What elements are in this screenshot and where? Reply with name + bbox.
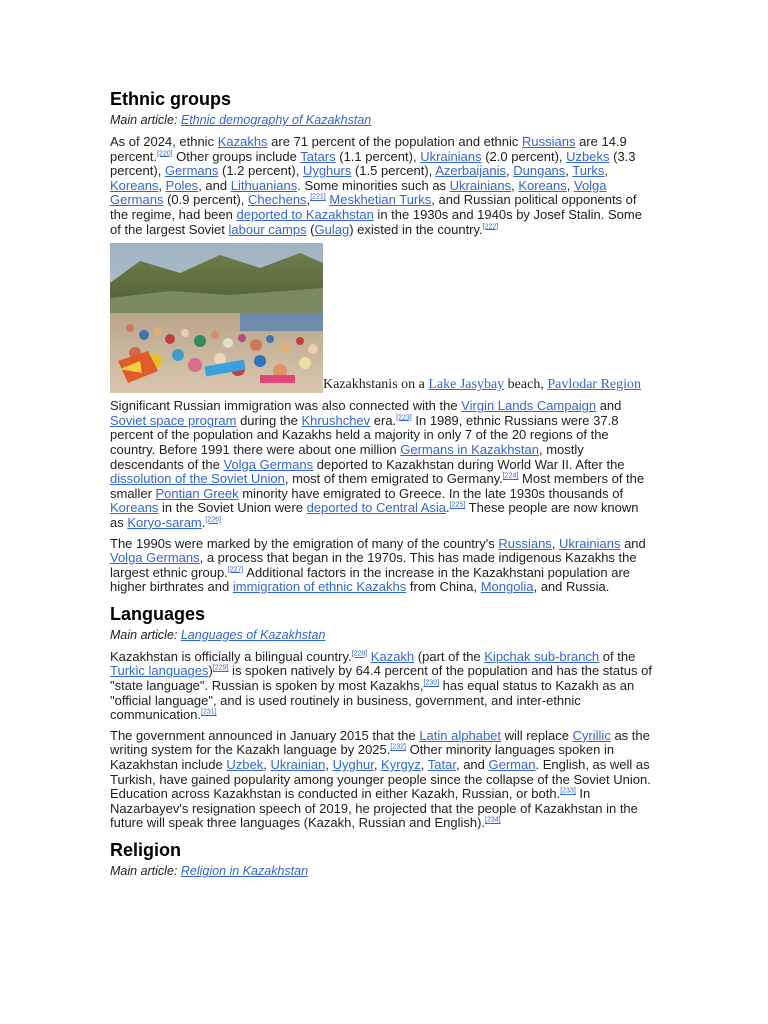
inline-link[interactable]: dissolution of the Soviet Union [110,471,285,487]
citation [423,680,439,687]
figure-beach [110,243,655,393]
inline-link[interactable]: labour camps [228,221,307,237]
text-run: , and [455,757,489,773]
text-run: will replace [501,727,573,743]
text-run: Kazakhstanis on a [323,377,429,393]
text-run: . [201,514,206,530]
inline-link[interactable]: Virgin Lands Campaign [461,398,597,414]
text-run: era. [370,412,397,428]
inline-link[interactable]: Germans in Kazakhstan [400,441,539,457]
citation-link[interactable]: [223] [396,414,412,422]
citation [213,665,229,672]
text-run: has equal status to Kazakh as an "official language", and is used routinely in business, government, and inter-ethnic communication. [110,678,635,723]
text-run: and [620,535,646,551]
text-run: (1.1 percent), [335,148,421,164]
citation-link[interactable]: [225] [449,501,466,509]
inline-link[interactable]: Lake Jasybay [428,377,505,393]
inline-link[interactable]: Ukrainians [559,535,621,551]
citation [503,473,519,480]
text-run: of the [599,648,636,664]
text-run: Other minority languages spoken in Kazakhstan include [110,742,615,773]
inline-link[interactable]: Kyrgyz [381,757,421,773]
text-run: is spoken natively by 64.4 percent of the population and has the status of "state language". Russian is spoken by most Kazakhs, [110,663,652,694]
text-run: , [506,163,514,179]
inline-link[interactable]: Mongolia [480,579,534,595]
text-run: , [566,177,574,193]
citation [310,194,326,201]
text-run: . English, as well as Turkish, have gained popularity among younger people since the collapse of the Soviet Union. Education across Kazakhstan is conducted in either Kazakh, Russian, or both. [110,757,651,802]
text-run: , [565,163,573,179]
text-run: minority have emigrated to Greece. In the late 1930s thousands of [238,485,624,501]
text-run: from China, [406,579,481,595]
paragraph-ethnic-1 [110,135,655,237]
citation-link[interactable]: [233] [560,787,576,795]
inline-link[interactable]: Cyrillic [572,727,611,743]
inline-link[interactable]: Kipchak sub-branch [484,648,600,664]
inline-link[interactable]: Koreans [518,177,567,193]
text-run: (1.2 percent), [218,163,303,179]
inline-link[interactable]: Ukrainians [420,148,482,164]
main-article-note-languages: Main article: Languages of Kazakhstan [110,627,326,642]
inline-link[interactable]: Latin alphabet [419,727,502,743]
text-run: ( [306,221,315,237]
citation [352,651,368,658]
citation [201,709,217,716]
citation [396,414,412,421]
text-run: . Some minorities such as [297,177,450,193]
text-run: , [511,177,519,193]
text-run: . [446,500,450,516]
inline-link[interactable]: Poles [165,177,199,193]
inline-link[interactable]: Turkic languages [110,663,209,679]
text-run: , and Russian political opponents of the regime, had been [110,192,637,222]
text-run: are 14.9 percent. [110,134,627,164]
citation [485,817,501,824]
inline-link[interactable]: Pontian Greek [155,485,239,501]
text-run: As of 2024, ethnic [110,134,218,149]
text-run: , mostly descendants of the [110,441,584,472]
text-run: , [306,192,311,208]
heading-languages: Languages [110,603,206,624]
inline-link[interactable]: Tatars [300,148,336,164]
beach-photo [110,243,323,393]
text-run: beach, [504,377,548,393]
paragraph-languages-2 [110,729,655,831]
inline-link[interactable]: Russians [498,535,552,551]
citation-link[interactable]: [229] [212,665,229,673]
text-run: The 1990s were marked by the emigration of many of the country's [110,535,499,551]
text-run: (1.5 percent), [351,163,436,179]
text-run: in the 1930s and 1940s by Josef Stalin. Some of the largest Soviet [110,206,642,237]
text-run: In Nazarbayev's resignation speech of 2019, he projected that the people of Kazakhstan in the future will speak three languages (Kazakh, Russian and English). [110,786,638,831]
text-run: , [325,757,333,773]
inline-link[interactable]: Kazakhs [217,134,268,149]
text-run: Significant Russian immigration was also connected with the [110,398,462,414]
citation [205,517,221,524]
text-run: , [263,757,271,773]
inline-link[interactable]: Volga Germans [223,456,314,472]
citation [450,502,466,509]
text-run: in the Soviet Union were [158,500,307,516]
inline-link[interactable]: Tatar [427,757,456,773]
citation-link[interactable]: [234] [485,817,501,825]
text-run: (part of the [414,648,485,664]
main-article-link-ethnic[interactable]: Ethnic demography of Kazakhstan [180,113,372,127]
inline-link[interactable]: Uyghur [332,757,374,773]
citation-link[interactable]: [232] [390,744,406,752]
text-run: , [604,163,608,179]
text-run: Other groups include [172,148,301,164]
text-run: ) [208,663,213,679]
inline-link[interactable]: Koryo-saram [127,514,202,530]
inline-link[interactable]: Uzbek [226,757,264,773]
citation-link[interactable]: [220] [156,150,173,158]
text-run: as the writing system for the Kazakh language by 2025. [110,727,650,758]
text-run: In 1989, ethnic Russians were 37.8 percent of the population and Kazakhs held a majority in only 7 of the 20 regions of the country. Before 1991 there were about one million [110,412,619,457]
text-run: , [551,535,560,551]
text-run: , most of them emigrated to Germany. [284,471,503,487]
inline-link[interactable]: Azerbaijanis [435,163,507,179]
paragraph-ethnic-2 [110,399,655,530]
inline-link[interactable]: Russians [521,134,576,149]
figure-caption [323,377,641,392]
inline-link[interactable]: Uzbeks [566,148,610,164]
inline-link[interactable]: German [488,757,536,773]
text-run: , [420,757,428,773]
heading-religion: Religion [110,840,181,860]
citation-link[interactable]: [231] [201,708,217,716]
citation [390,744,406,751]
text-run: Kazakhstan is officially a bilingual country. [110,648,352,664]
inline-link[interactable]: Uyghurs [302,163,352,179]
inline-link[interactable]: deported to Central Asia [306,500,447,516]
citation-link[interactable]: [226] [205,516,221,524]
inline-link[interactable]: Soviet space program [110,412,237,428]
citation [228,566,244,573]
text-run: , [373,757,382,773]
inline-link[interactable]: Pavlodar Region [547,377,642,393]
inline-link[interactable]: Koreans [110,500,159,516]
text-run: Additional factors in the increase in the Kazakhstani population are higher birthrates and [110,564,631,595]
inline-link[interactable]: Koreans [110,177,159,193]
inline-link[interactable]: Volga Germans [110,177,607,208]
main-article-link-religion[interactable]: Religion in Kazakhstan [180,864,309,878]
citation-link[interactable]: [221] [310,194,326,202]
text-run: Most members of the smaller [110,471,645,501]
text-run: The government announced in January 2015 that the [110,727,420,743]
paragraph-ethnic-3 [110,537,655,595]
article-body [110,86,655,886]
citation-link[interactable]: [224] [502,472,519,480]
citation [157,150,173,157]
inline-link[interactable]: Turks [572,163,605,179]
inline-link[interactable]: Chechens [248,192,307,208]
inline-link[interactable]: Kazakh [370,648,415,664]
text-run: , and Russia. [533,579,610,595]
text-run: during the [236,412,302,428]
text-run: are 71 percent of the population and ethnic [267,134,522,149]
text-run: and [596,398,622,414]
text-run: (0.9 percent), [163,192,249,208]
beach-photo-image [110,243,323,393]
text-run: , a process that began in the 1970s. This has made indigenous Kazakhs the largest ethnic group. [110,550,637,580]
text-run: These people are now known as [110,500,639,530]
inline-link[interactable]: Meskhetian Turks [329,192,432,208]
inline-link[interactable]: Ukrainian [270,757,326,773]
text-run: , [158,177,166,193]
citation-link[interactable]: [228] [351,650,368,658]
citation-link[interactable]: [222] [482,223,499,231]
inline-link[interactable]: Germans [164,163,219,179]
citation [483,223,499,230]
paragraph-languages-1 [110,650,655,723]
main-article-note-ethnic: Main article: Ethnic demography of Kazakhstan [110,113,372,127]
inline-link[interactable]: deported to Kazakhstan [236,206,374,222]
text-run: (2.0 percent), [481,148,567,164]
main-article-link-languages[interactable]: Languages of Kazakhstan [180,627,326,642]
inline-link[interactable]: Gulag [314,221,350,237]
heading-ethnic-groups: Ethnic groups [110,89,231,109]
inline-link[interactable]: Lithuanians [230,177,298,193]
text-run: , and [198,177,231,193]
citation-link[interactable]: [230] [423,679,440,687]
text-run: ) existed in the country. [349,221,483,237]
inline-link[interactable]: Dungans [513,163,566,179]
text-run: (3.3 percent), [110,148,636,179]
inline-link[interactable]: Ukrainians [449,177,512,193]
inline-link[interactable]: immigration of ethnic Kazakhs [232,579,407,595]
inline-link[interactable]: Volga Germans [110,550,200,566]
citation-link[interactable]: [227] [227,566,244,574]
citation [560,788,576,795]
main-article-note-religion: Main article: Religion in Kazakhstan [110,864,309,878]
text-run: deported to Kazakhstan during World War II. After the [313,456,625,472]
inline-link[interactable]: Khrushchev [301,412,371,428]
